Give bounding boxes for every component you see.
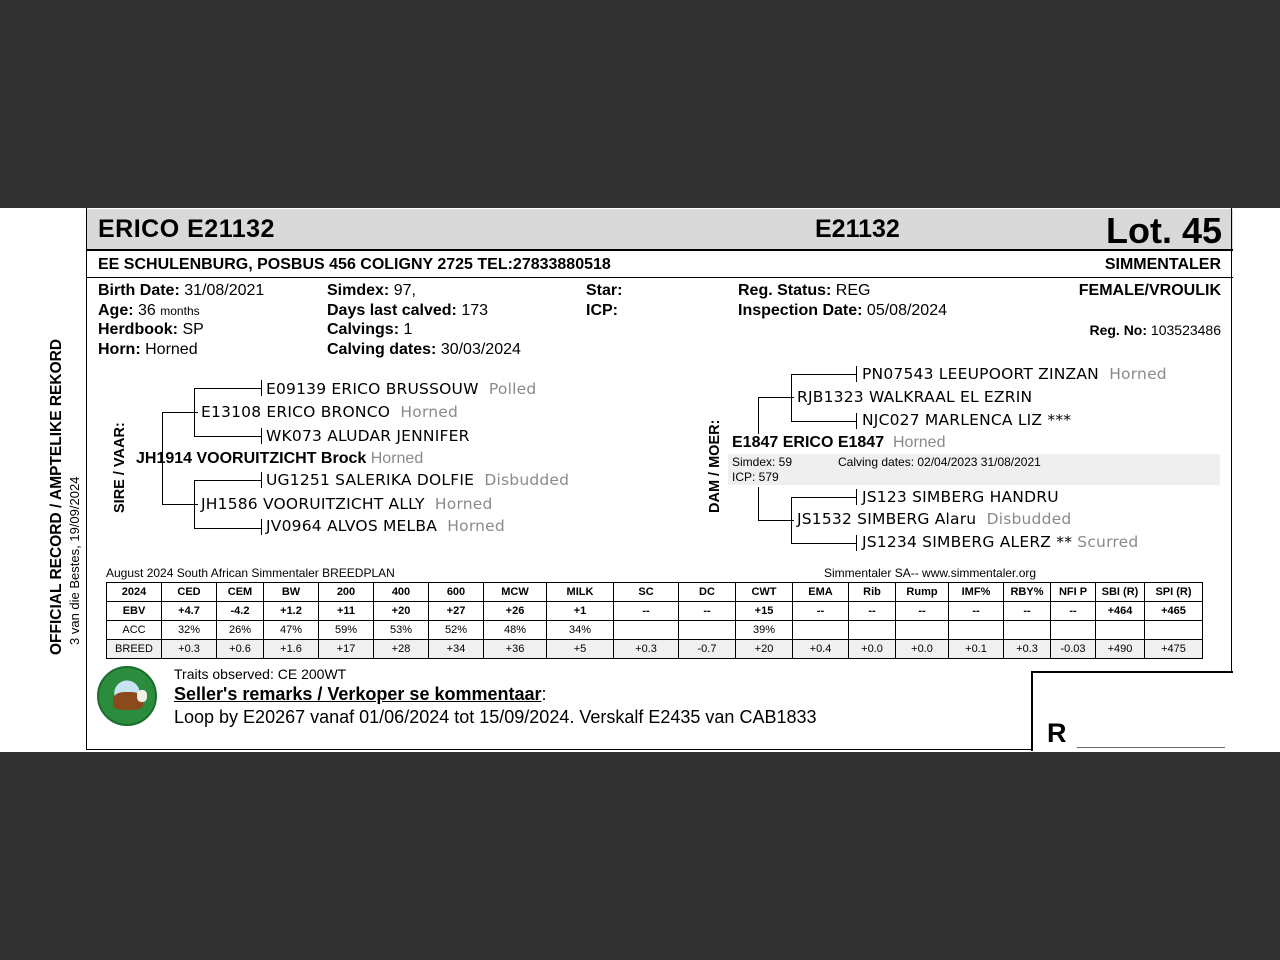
breedplan-table (106, 582, 1203, 659)
ebv-cell (896, 621, 949, 640)
pedigree-line (758, 487, 759, 520)
ebv-cell: -- (1051, 602, 1096, 621)
ebv-cell: -- (896, 602, 949, 621)
ebv-row-ebv (107, 602, 1203, 621)
ebv-cell: +0.0 (849, 640, 896, 659)
dam-sire: RJB1323 WALKRAAL EL EZRIN (797, 388, 1033, 406)
pedigree-line (791, 543, 857, 544)
ebv-cell: +28 (374, 640, 429, 659)
pedigree-line (791, 497, 792, 543)
ebv-cell: 53% (374, 621, 429, 640)
ebv-cell: 48% (484, 621, 547, 640)
ebv-cell: +1.2 (264, 602, 319, 621)
dam-dam-dam: JS1234 SIMBERG ALERZ ** Scurred (862, 533, 1139, 551)
sire-dam-sire: UG1251 SALERIKA DOLFIE Disbudded (266, 471, 570, 489)
dam-sire-dam: NJC027 MARLENCA LIZ *** (862, 411, 1072, 429)
ebv-cell: +17 (319, 640, 374, 659)
pedigree-line (162, 504, 198, 505)
ebv-cell: SBI (R) (1096, 583, 1145, 602)
ebv-cell: +465 (1145, 602, 1203, 621)
pedigree-line (856, 366, 857, 382)
animal-id: E21132 (815, 215, 900, 243)
dam-dam: JS1532 SIMBERG Alaru Disbudded (797, 510, 1072, 528)
ebv-cell: +0.1 (949, 640, 1004, 659)
ebv-cell: BREED (107, 640, 162, 659)
ebv-cell: +11 (319, 602, 374, 621)
age: Age: 36 months (98, 302, 200, 319)
sire-label: SIRE / VAAR: (112, 422, 128, 513)
ebv-cell: 52% (429, 621, 484, 640)
ebv-cell: DC (679, 583, 736, 602)
ebv-cell: +0.3 (614, 640, 679, 659)
pedigree-line (758, 397, 759, 434)
ebv-cell: +20 (736, 640, 793, 659)
ebv-cell: -- (1004, 602, 1051, 621)
dam-sire-sire: PN07543 LEEUPOORT ZINZAN Horned (862, 365, 1167, 383)
dam-label: DAM / MOER: (707, 419, 723, 513)
sire: JH1914 VOORUITZICHT Brock Horned (136, 450, 424, 467)
ebv-cell: NFI P (1051, 583, 1096, 602)
ebv-cell: 39% (736, 621, 793, 640)
ebv-cell: +4.7 (162, 602, 217, 621)
ebv-cell: +36 (484, 640, 547, 659)
ebv-cell: +20 (374, 602, 429, 621)
breedplan-website: Simmentaler SA-- www.simmentaler.org (824, 566, 1037, 580)
ebv-cell: +1 (547, 602, 614, 621)
lot-number: Lot. 45 (1105, 210, 1222, 251)
ebv-cell: Rib (849, 583, 896, 602)
ebv-cell: 2024 (107, 583, 162, 602)
ebv-cell: -- (614, 602, 679, 621)
ebv-cell (614, 621, 679, 640)
ebv-cell: 59% (319, 621, 374, 640)
traits-observed: Traits observed: CE 200WT (174, 666, 347, 682)
pedigree-line (856, 413, 857, 429)
ebv-row-headers (107, 583, 1203, 602)
seller-address: EE SCHULENBURG, POSBUS 456 COLIGNY 2725 TEL:27833880518 (98, 256, 611, 273)
ebv-cell: -- (793, 602, 849, 621)
pedigree-line (758, 520, 794, 521)
ebv-cell: +0.3 (162, 640, 217, 659)
calving-dates: Calving dates: 30/03/2024 (327, 341, 521, 358)
ebv-cell: SC (614, 583, 679, 602)
ebv-cell: RBY% (1004, 583, 1051, 602)
dam-calving-dates: Calving dates: 02/04/2023 31/08/2021 (838, 455, 1041, 469)
ebv-cell: +475 (1145, 640, 1203, 659)
ebv-cell: -- (849, 602, 896, 621)
pedigree-line (791, 421, 857, 422)
icp-label: ICP: (586, 302, 618, 319)
calvings: Calvings: 1 (327, 321, 413, 338)
ebv-cell (849, 621, 896, 640)
ebv-cell: 400 (374, 583, 429, 602)
ebv-cell: -0.7 (679, 640, 736, 659)
sire-sire-sire: E09139 ERICO BRUSSOUW Polled (266, 380, 537, 398)
ebv-cell: 200 (319, 583, 374, 602)
ebv-cell: 600 (429, 583, 484, 602)
ebv-cell: BW (264, 583, 319, 602)
ebv-cell (1004, 621, 1051, 640)
ebv-cell: EMA (793, 583, 849, 602)
ebv-cell (1145, 621, 1203, 640)
sire-dam: JH1586 VOORUITZICHT ALLY Horned (201, 495, 493, 513)
ebv-cell: +15 (736, 602, 793, 621)
sire-sire: E13108 ERICO BRONCO Horned (201, 403, 459, 421)
ebv-row-acc (107, 621, 1203, 640)
ebv-cell: 32% (162, 621, 217, 640)
ebv-cell: -- (949, 602, 1004, 621)
pedigree-line (856, 489, 857, 505)
dam-icp: ICP: 579 (732, 470, 779, 484)
pedigree-line (856, 535, 857, 551)
ebv-cell: CWT (736, 583, 793, 602)
star-label: Star: (586, 282, 623, 299)
ebv-cell: +0.4 (793, 640, 849, 659)
ebv-cell: 47% (264, 621, 319, 640)
pedigree-line (791, 497, 857, 498)
days-last-calved: Days last calved: 173 (327, 302, 489, 319)
sex: FEMALE/VROULIK (1078, 282, 1221, 299)
ebv-cell: MILK (547, 583, 614, 602)
ebv-cell: +27 (429, 602, 484, 621)
simmentaler-logo (97, 666, 157, 726)
pedigree-line (261, 380, 262, 396)
pedigree-line (194, 388, 262, 389)
ebv-cell: +464 (1096, 602, 1145, 621)
ebv-cell: EBV (107, 602, 162, 621)
ebv-cell: SPI (R) (1145, 583, 1203, 602)
pedigree-line (194, 480, 195, 528)
dam-dam-sire: JS123 SIMBERG HANDRU (862, 488, 1059, 506)
ebv-cell: 26% (217, 621, 264, 640)
ebv-cell: -4.2 (217, 602, 264, 621)
reg-no: Reg. No: 103523486 (1089, 322, 1221, 338)
divider (87, 277, 1233, 278)
animal-name: ERICO E21132 (98, 215, 275, 243)
pedigree-line (194, 528, 262, 529)
ebv-cell: +0.3 (1004, 640, 1051, 659)
ebv-cell (1096, 621, 1145, 640)
ebv-cell: +34 (429, 640, 484, 659)
ebv-cell: +5 (547, 640, 614, 659)
ebv-cell: CEM (217, 583, 264, 602)
pedigree-line (758, 397, 794, 398)
remarks-heading: Seller's remarks / Verkoper se kommentaar: (174, 684, 547, 704)
ebv-cell: -- (679, 602, 736, 621)
breed-name: SIMMENTALER (1104, 256, 1221, 273)
pedigree-line (194, 388, 195, 436)
pedigree-line (791, 374, 792, 421)
ebv-cell: Rump (896, 583, 949, 602)
seller-remarks: Loop by E20267 vanaf 01/06/2024 tot 15/09/2024. Verskalf E2435 van CAB1833 (174, 707, 817, 727)
ebv-row-breed (107, 640, 1203, 659)
ebv-cell: ACC (107, 621, 162, 640)
sire-sire-dam: WK073 ALUDAR JENNIFER (266, 427, 470, 445)
ebv-cell (1051, 621, 1096, 640)
pedigree-line (791, 374, 857, 375)
ebv-cell: 34% (547, 621, 614, 640)
simdex: Simdex: 97, (327, 282, 416, 299)
ebv-cell: MCW (484, 583, 547, 602)
dam-simdex: Simdex: 59 (732, 455, 793, 469)
pedigree-line (162, 412, 198, 413)
ebv-cell: +1.6 (264, 640, 319, 659)
horn: Horn: Horned (98, 341, 198, 358)
official-record-label: OFFICIAL RECORD / AMPTELIKE REKORD (48, 338, 65, 655)
pedigree-line (194, 436, 262, 437)
pedigree-line (261, 519, 262, 535)
ebv-cell: -0.03 (1051, 640, 1096, 659)
sire-dam-dam: JV0964 ALVOS MELBA Horned (266, 517, 505, 535)
ebv-cell (949, 621, 1004, 640)
price-blank[interactable]: ___________________ (1077, 732, 1225, 748)
dam: E1847 ERICO E1847 Horned (732, 434, 946, 451)
ebv-cell: +490 (1096, 640, 1145, 659)
pedigree-line (261, 428, 262, 444)
ebv-cell (793, 621, 849, 640)
herdbook: Herdbook: SP (98, 321, 204, 338)
reg-status: Reg. Status: REG (738, 282, 871, 299)
pedigree-line (194, 480, 262, 481)
price-currency: R (1047, 718, 1067, 748)
breedplan-caption: August 2024 South African Simmentaler BREEDPLAN (106, 566, 395, 580)
ebv-cell (679, 621, 736, 640)
ebv-cell: CED (162, 583, 217, 602)
birth-date: Birth Date: 31/08/2021 (98, 282, 265, 299)
inspection-date: Inspection Date: 05/08/2024 (738, 302, 947, 319)
ebv-cell: IMF% (949, 583, 1004, 602)
ebv-cell: +0.6 (217, 640, 264, 659)
ebv-cell: +0.0 (896, 640, 949, 659)
pedigree-line (261, 472, 262, 488)
ebv-cell: +26 (484, 602, 547, 621)
sale-note: 3 van die Bestes, 19/09/2024 (67, 476, 82, 645)
